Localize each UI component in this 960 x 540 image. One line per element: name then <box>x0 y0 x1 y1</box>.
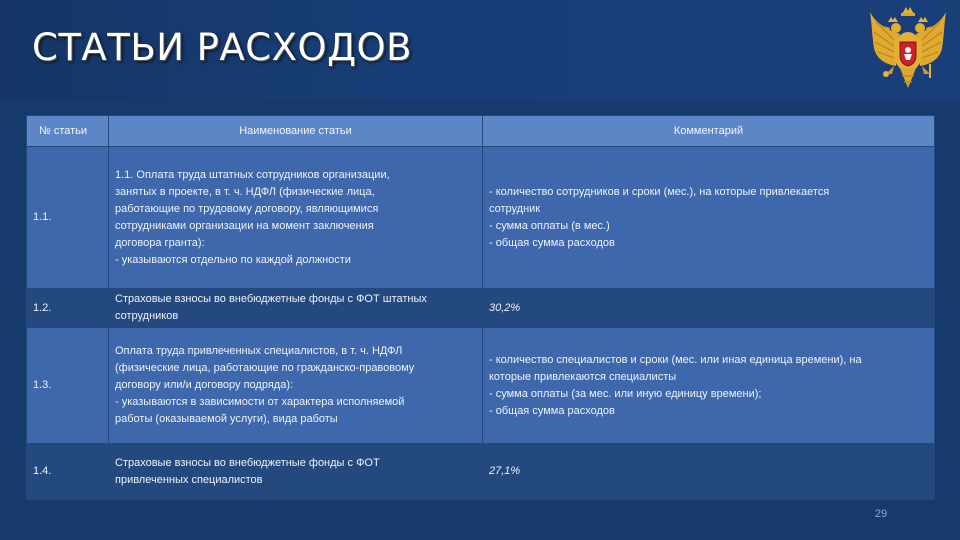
row-item-number: 1.4. <box>27 444 109 500</box>
header-item-name: Наименование статьи <box>109 116 483 147</box>
slide-header <box>0 0 960 100</box>
header-comment: Комментарий <box>483 116 935 147</box>
slide-title: СТАТЬИ РАСХОДОВ <box>32 26 413 69</box>
row-item-name: 1.1. Оплата труда штатных сотрудников организации, занятых в проекте, в т. ч. НДФЛ (физические лица, работающие по трудовому договору, являющимися сотрудниками организации на момент заключения договора гранта): - указываются отдельно по каждой должности <box>109 147 483 289</box>
row-comment: 27,1% <box>483 444 935 500</box>
row-item-number: 1.3. <box>27 328 109 444</box>
table-row <box>27 289 935 328</box>
row-comment: 30,2% <box>483 289 935 328</box>
table-row <box>27 328 935 444</box>
row-item-number: 1.1. <box>27 147 109 289</box>
page-number: 29 <box>874 508 888 520</box>
row-comment: - количество специалистов и сроки (мес. или иная единица времени), на которые привлекаются специалисты - сумма оплаты (за мес. или иную единицу времени); - общая сумма расходов <box>483 328 935 444</box>
row-item-name: Страховые взносы во внебюджетные фонды с ФОТ штатных сотрудников <box>109 289 483 328</box>
row-comment: - количество сотрудников и сроки (мес.), на которые привлекается сотрудник - сумма оплаты (в мес.) - общая сумма расходов <box>483 147 935 289</box>
row-item-name: Страховые взносы во внебюджетные фонды с ФОТ привлеченных специалистов <box>109 444 483 500</box>
table-row <box>27 444 935 500</box>
table-row <box>27 147 935 289</box>
table-header-row <box>27 116 935 147</box>
row-item-number: 1.2. <box>27 289 109 328</box>
expense-items-table <box>26 115 935 500</box>
row-item-name: Оплата труда привлеченных специалистов, в т. ч. НДФЛ (физические лица, работающие по гражданско-правовому договору или/и договору подряда): - указываются в зависимости от характера исполняемой работы (оказываемой услуги), вида работы <box>109 328 483 444</box>
coat-of-arms-icon <box>866 4 950 96</box>
header-item-number: № статьи <box>27 116 109 147</box>
